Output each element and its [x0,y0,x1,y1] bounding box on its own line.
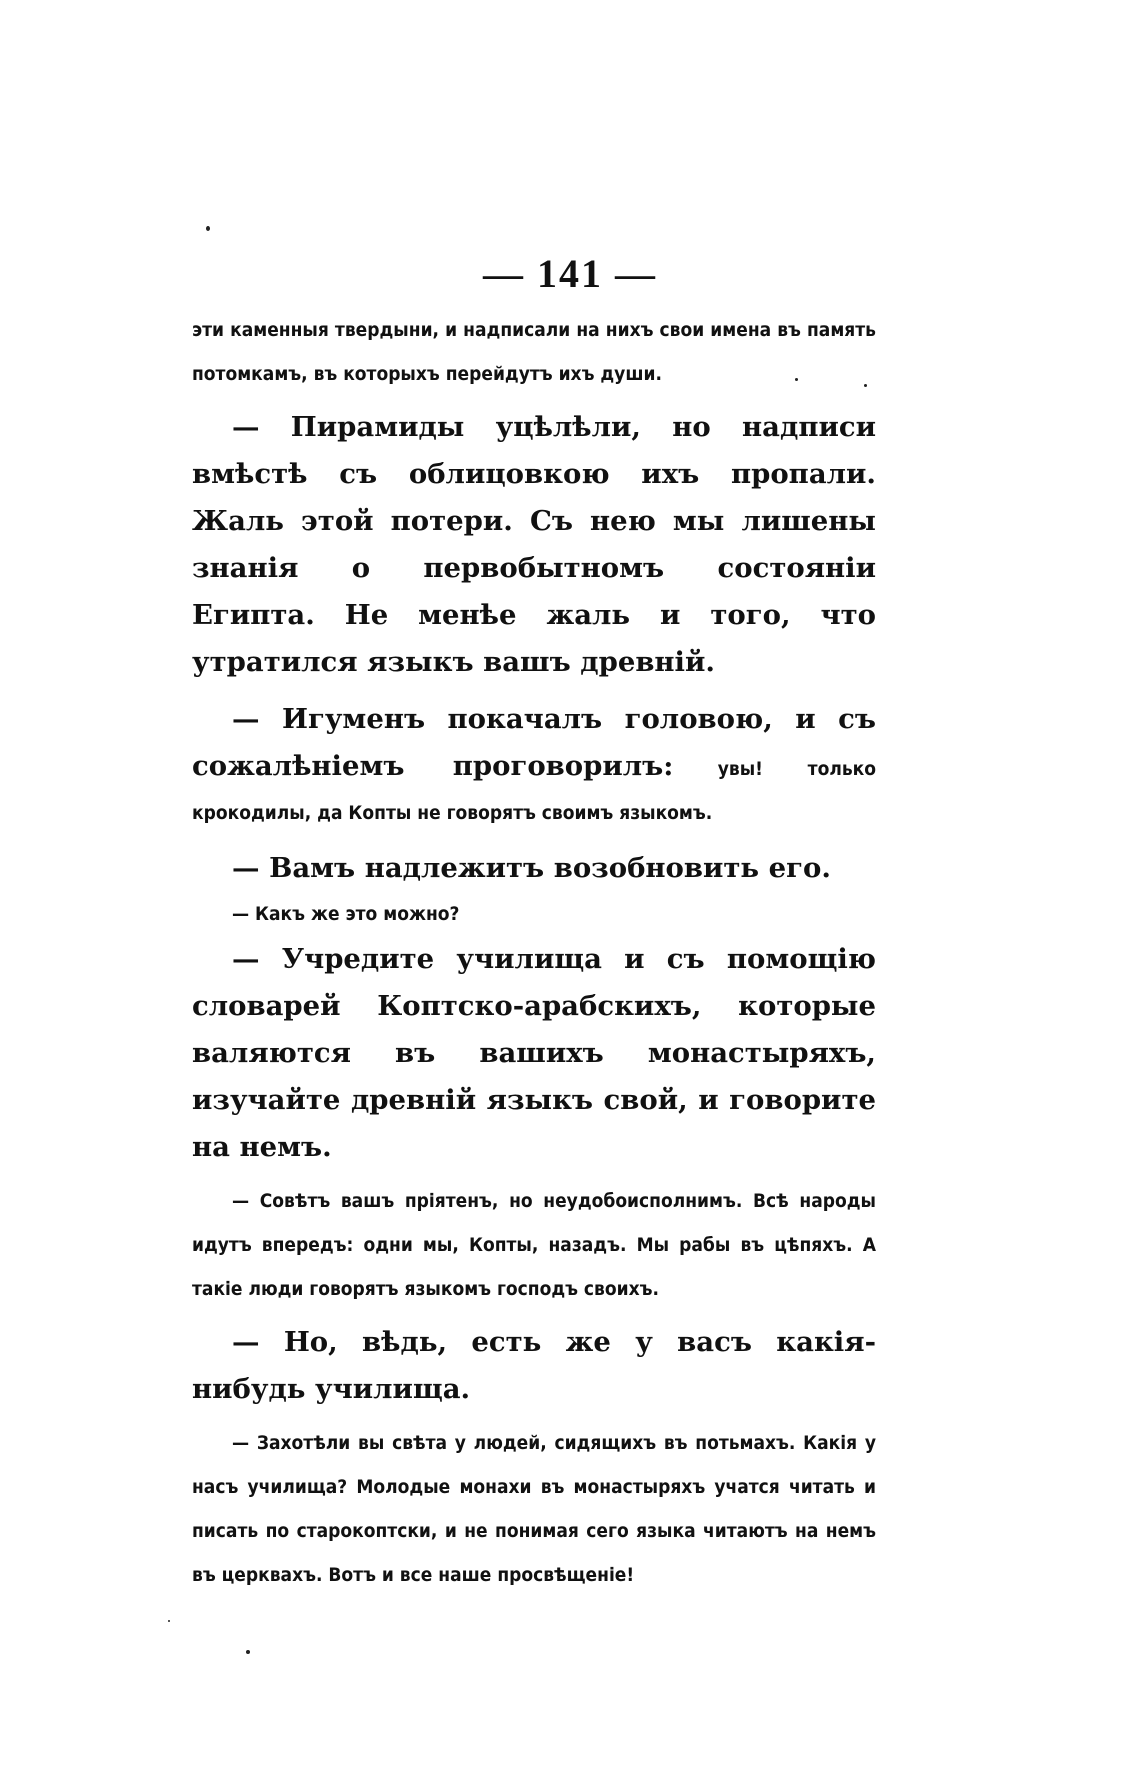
scan-speck [168,1620,170,1622]
scan-speck [206,226,210,231]
paragraph-6: — Учредите училища и съ помощію словарей Коптско-арабскихъ, которые валяются въ вашихъ монастыряхъ, изучайте древній языкъ свой, и говорите на немъ. [192,943,876,1163]
scan-speck [795,378,798,381]
paragraph-3 [192,696,876,835]
paragraph-5: — Какъ же это можно? [232,903,460,925]
paragraph-9: — Захотѣли вы свѣта у людей, сидящихъ въ потьмахъ. Какія у насъ училища? Молодые монахи въ монастыряхъ учатся читать и писать по старокоптски, и не понимая сего языка читаютъ на немъ въ церквахъ. Вотъ и все наше просвѣщеніе! [192,1432,876,1586]
paragraph-3-rest: увы! только крокодилы, да Копты не говорятъ своимъ языкомъ. [192,758,877,824]
paragraph-8: — Но, вѣдь, есть же у васъ какія-нибудь училища. [192,1326,876,1405]
paragraph-2: — Пирамиды уцѣлѣли, но надписи вмѣстѣ съ облицовкою ихъ пропали. Жаль этой потери. Съ нею мы лишены знанія о первобытномъ состояніи Египта. Не менѣе жаль и того, что утратился языкъ вашъ древній. [192,411,876,678]
paragraph-3-lead: — Игуменъ покачалъ головою, и съ сожалѣніемъ проговорилъ: [192,703,876,782]
body-text [192,308,876,1597]
scan-speck [864,384,867,387]
paragraph-1: эти каменныя твердыни, и надписали на нихъ свои имена въ память потомкамъ, въ которыхъ перейдутъ ихъ души. [192,319,876,385]
page-number: — 141 — [483,251,657,296]
paragraph-7: — Совѣтъ вашъ пріятенъ, но неудобоисполнимъ. Всѣ народы идутъ впередъ: одни мы, Копты, назадъ. Мы рабы въ цѣпяхъ. А такіе люди говорятъ языкомъ господъ своихъ. [192,1190,876,1300]
paragraph-4: — Вамъ надлежитъ возобновить его. [232,852,831,884]
scan-speck [246,1650,250,1654]
